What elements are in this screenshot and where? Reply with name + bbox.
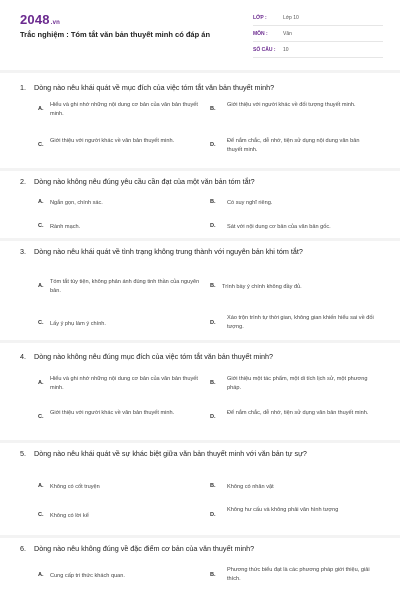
option-text: Lấy ý phụ làm ý chính. <box>50 321 106 327</box>
option-text: Tóm tắt tùy tiện, không phản ánh đúng tinh thần của nguyên bản. <box>50 279 200 294</box>
header-divider <box>0 70 400 73</box>
logo-suffix: .vn <box>50 20 61 26</box>
option-letter: B. <box>210 283 216 289</box>
meta-label: MÔN : <box>253 31 268 37</box>
question-text <box>20 448 370 459</box>
option-text: Giới thiệu một tác phẩm, một di tích lịch sử, một phương pháp. <box>227 376 368 391</box>
question-body: Dòng nào nêu không đúng về đặc điểm cơ bản của văn thuyết minh? <box>34 544 255 553</box>
quiz-meta <box>253 13 383 61</box>
option-text: Không hư cấu và không phải văn hình tượng <box>227 507 339 513</box>
question-number: 3. <box>20 247 26 256</box>
option-text: Không có nhân vật <box>227 484 274 490</box>
page-title: Trắc nghiệm : Tóm tắt văn bản thuyết minh có đáp án <box>20 30 211 39</box>
option-text: Không có cốt truyện <box>50 484 100 490</box>
meta-value: 10 <box>283 47 289 53</box>
meta-row-count <box>253 45 383 58</box>
question-number: 6. <box>20 544 26 553</box>
option-text: Ngắn gọn, chính xác. <box>50 200 103 206</box>
question-text <box>20 176 370 187</box>
option-text: Rành mạch. <box>50 224 81 230</box>
option-letter: C. <box>38 142 44 148</box>
option-text: Có suy nghĩ riêng. <box>227 200 273 206</box>
question-body: Dòng nào không nêu đúng yêu cầu cần đạt của một văn bản tóm tắt? <box>34 177 255 186</box>
question-separator <box>0 168 400 171</box>
question-number: 1. <box>20 83 26 92</box>
option-letter: B. <box>210 380 216 386</box>
question-text <box>20 246 370 257</box>
question-body: Dòng nào nêu khái quát về tình trạng không trung thành với nguyên bản khi tóm tắt? <box>34 247 303 256</box>
option-text: Không có lời kể <box>50 513 89 519</box>
option-text: Giới thiệu với người khác về đối tượng thuyết minh. <box>227 102 356 108</box>
option-text: Giới thiệu với người khác về văn bản thuyết minh. <box>50 410 175 416</box>
option-letter: B. <box>210 199 216 205</box>
meta-row-class <box>253 13 383 26</box>
option-letter: C. <box>38 414 44 420</box>
option-letter: C. <box>38 320 44 326</box>
option-letter: A. <box>38 380 44 386</box>
meta-row-subject <box>253 29 383 42</box>
option-text: Phương thức biểu đạt là các phương pháp giới thiệu, giải thích. <box>227 567 370 582</box>
option-letter: A. <box>38 283 44 289</box>
question-number: 2. <box>20 177 26 186</box>
question-separator <box>0 440 400 443</box>
meta-label: SỐ CÂU : <box>253 47 276 53</box>
logo-text: 2048 <box>20 12 50 27</box>
option-text: Hiểu và ghi nhớ những nội dung cơ bản của văn bản thuyết minh. <box>50 376 198 391</box>
question-number: 4. <box>20 352 26 361</box>
option-letter: A. <box>38 106 44 112</box>
option-text: Cung cấp tri thức khách quan. <box>50 573 125 579</box>
option-letter: D. <box>210 512 216 518</box>
option-text: Xáo trộn trình tự thời gian, không gian khiến hiểu sai về đối tượng. <box>227 315 374 330</box>
meta-label: LỚP : <box>253 15 267 21</box>
option-letter: A. <box>38 483 44 489</box>
option-letter: A. <box>38 572 44 578</box>
page-header <box>0 0 400 70</box>
question-body: Dòng nào nêu khái quát về sự khác biệt giữa văn bản thuyết minh với văn bản tự sự? <box>34 449 307 458</box>
option-text: Hiểu và ghi nhớ những nội dung cơ bản của văn bản thuyết minh. <box>50 102 198 117</box>
option-text: Để nắm chắc, dễ nhớ, tiện sử dụng văn bản thuyết minh. <box>227 410 369 416</box>
option-letter: C. <box>38 512 44 518</box>
question-text <box>20 351 370 362</box>
question-separator <box>0 340 400 343</box>
option-text: Trình bày ý chính không đầy đủ. <box>222 284 302 290</box>
question-number: 5. <box>20 449 26 458</box>
question-separator <box>0 535 400 538</box>
question-separator <box>0 238 400 241</box>
meta-value: Văn <box>283 31 292 37</box>
question-body: Dòng nào nêu khái quát về mục đích của việc tóm tắt văn bản thuyết minh? <box>34 83 275 92</box>
meta-value: Lớp 10 <box>283 15 299 21</box>
option-text: Giới thiệu với người khác về văn bản thuyết minh. <box>50 138 175 144</box>
option-text: Sát với nội dung cơ bản của văn bản gốc. <box>227 224 331 230</box>
site-logo[interactable] <box>20 12 60 27</box>
option-letter: C. <box>38 223 44 229</box>
option-letter: A. <box>38 199 44 205</box>
question-text <box>20 543 370 554</box>
option-letter: D. <box>210 414 216 420</box>
option-letter: D. <box>210 223 216 229</box>
option-letter: D. <box>210 320 216 326</box>
option-letter: B. <box>210 106 216 112</box>
option-letter: B. <box>210 483 216 489</box>
question-body: Dòng nào không nêu đúng mục đích của việc tóm tắt văn bản thuyết minh? <box>34 352 273 361</box>
option-letter: D. <box>210 142 216 148</box>
question-text <box>20 82 370 93</box>
option-text: Để nắm chắc, dễ nhớ, tiện sử dụng nội dung văn bản thuyết minh. <box>227 138 360 153</box>
option-letter: B. <box>210 572 216 578</box>
